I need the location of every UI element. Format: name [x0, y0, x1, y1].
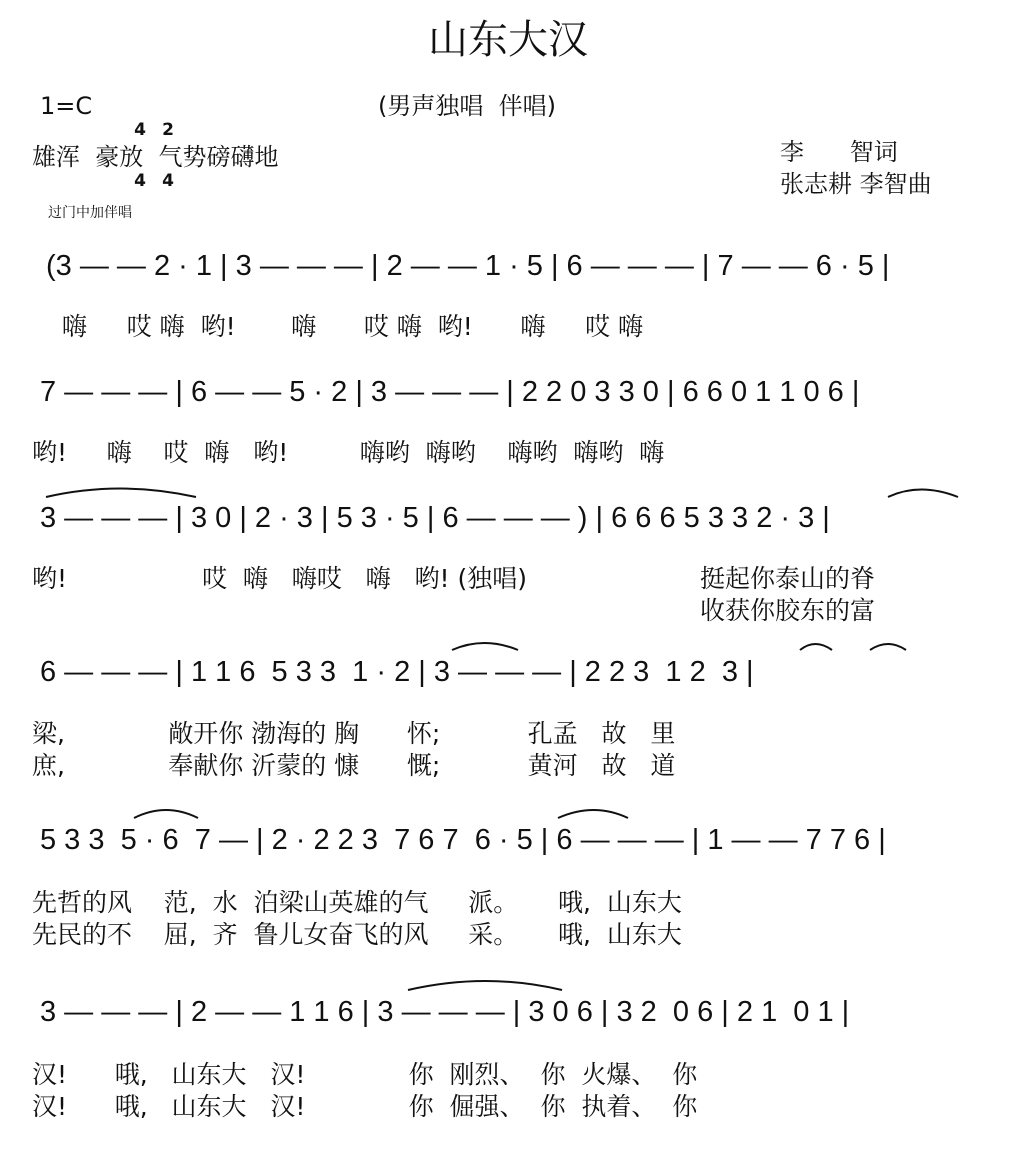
key-signature: 1=C [40, 92, 93, 120]
notation-row-4: 6 — — — | 1 1 6 5 3 3 1 · 2 | 3 — — — | 2 2 3 1 2 3 | [40, 656, 754, 688]
slur-row6-a [408, 981, 562, 990]
lyrics-row-3: 哟! 哎 嗨 嗨哎 嗨 哟! (独唱) [32, 564, 528, 593]
composer-credit: 张志耕 李智曲 [780, 170, 932, 198]
lyricist-credit: 李 智词 [780, 138, 898, 166]
time-sig-44-top: 4 [134, 120, 146, 140]
lyrics-row-5-verse2: 先民的不 屈, 齐 鲁儿女奋飞的风 采。 哦, 山东大 [32, 920, 682, 949]
notation-row-5: 5 3 3 5 · 6 7 — | 2 · 2 2 3 7 6 7 6 · 5 | 6 — — — | 1 — — 7 7 6 | [40, 824, 886, 856]
notation-row-3: 3 — — — | 3 0 | 2 · 3 | 5 3 · 5 | 6 — — — ) | 6 6 6 5 3 3 2 · 3 | [40, 502, 830, 534]
slur-row4-c [870, 644, 906, 650]
slur-row4-a [452, 643, 518, 650]
slur-row4-b [800, 644, 832, 650]
time-sig-44-bottom: 4 [134, 171, 146, 191]
notation-row-2: 7 — — — | 6 — — 5 · 2 | 3 — — — | 2 2 0 3 3 0 | 6 6 0 1 1 0 6 | [40, 376, 860, 408]
time-sig-24-top: 2 [162, 120, 174, 140]
slur-row5-b [558, 810, 628, 818]
notation-row-1: (3 — — 2 · 1 | 3 — — — | 2 — — 1 · 5 | 6 — — — | 7 — — 6 · 5 | [46, 250, 890, 282]
lyrics-row-4-verse2: 庶, 奉献你 沂蒙的 慷 慨; 黄河 故 道 [32, 751, 676, 780]
lyrics-row-6-verse2: 汉! 哦, 山东大 汉! 你 倔强、 你 执着、 你 [32, 1092, 698, 1121]
lyrics-row-4-verse1: 梁, 敞开你 渤海的 胸 怀; 孔孟 故 里 [32, 719, 676, 748]
song-title: 山东大汉 [428, 17, 588, 63]
lyrics-row-3-verse2: 收获你胶东的富 [700, 596, 876, 625]
lyrics-row-6-verse1: 汉! 哦, 山东大 汉! 你 刚烈、 你 火爆、 你 [32, 1060, 698, 1089]
lyrics-row-2: 哟! 嗨 哎 嗨 哟! 嗨哟 嗨哟 嗨哟 嗨哟 嗨 [32, 438, 665, 467]
notation-row-6: 3 — — — | 2 — — 1 1 6 | 3 — — — | 3 0 6 | 3 2 0 6 | 2 1 0 1 | [40, 996, 850, 1028]
slur-row3-a [46, 489, 196, 498]
lyrics-row-5-verse1: 先哲的风 范, 水 泊梁山英雄的气 派。 哦, 山东大 [32, 888, 682, 917]
expression-marking: 雄浑 豪放 气势磅礴地 [32, 143, 279, 171]
time-sig-24-bottom: 4 [162, 171, 174, 191]
slur-row5-a [134, 810, 198, 818]
lyrics-row-3-verse1: 挺起你泰山的脊 [700, 564, 876, 593]
slur-row3-b [888, 490, 958, 498]
interlude-note: 过门中加伴唱 [48, 205, 132, 221]
lyrics-row-1: 嗨 哎 嗨 哟! 嗨 哎 嗨 哟! 嗨 哎 嗨 [62, 312, 644, 341]
performance-note: (男声独唱 伴唱) [378, 92, 556, 120]
